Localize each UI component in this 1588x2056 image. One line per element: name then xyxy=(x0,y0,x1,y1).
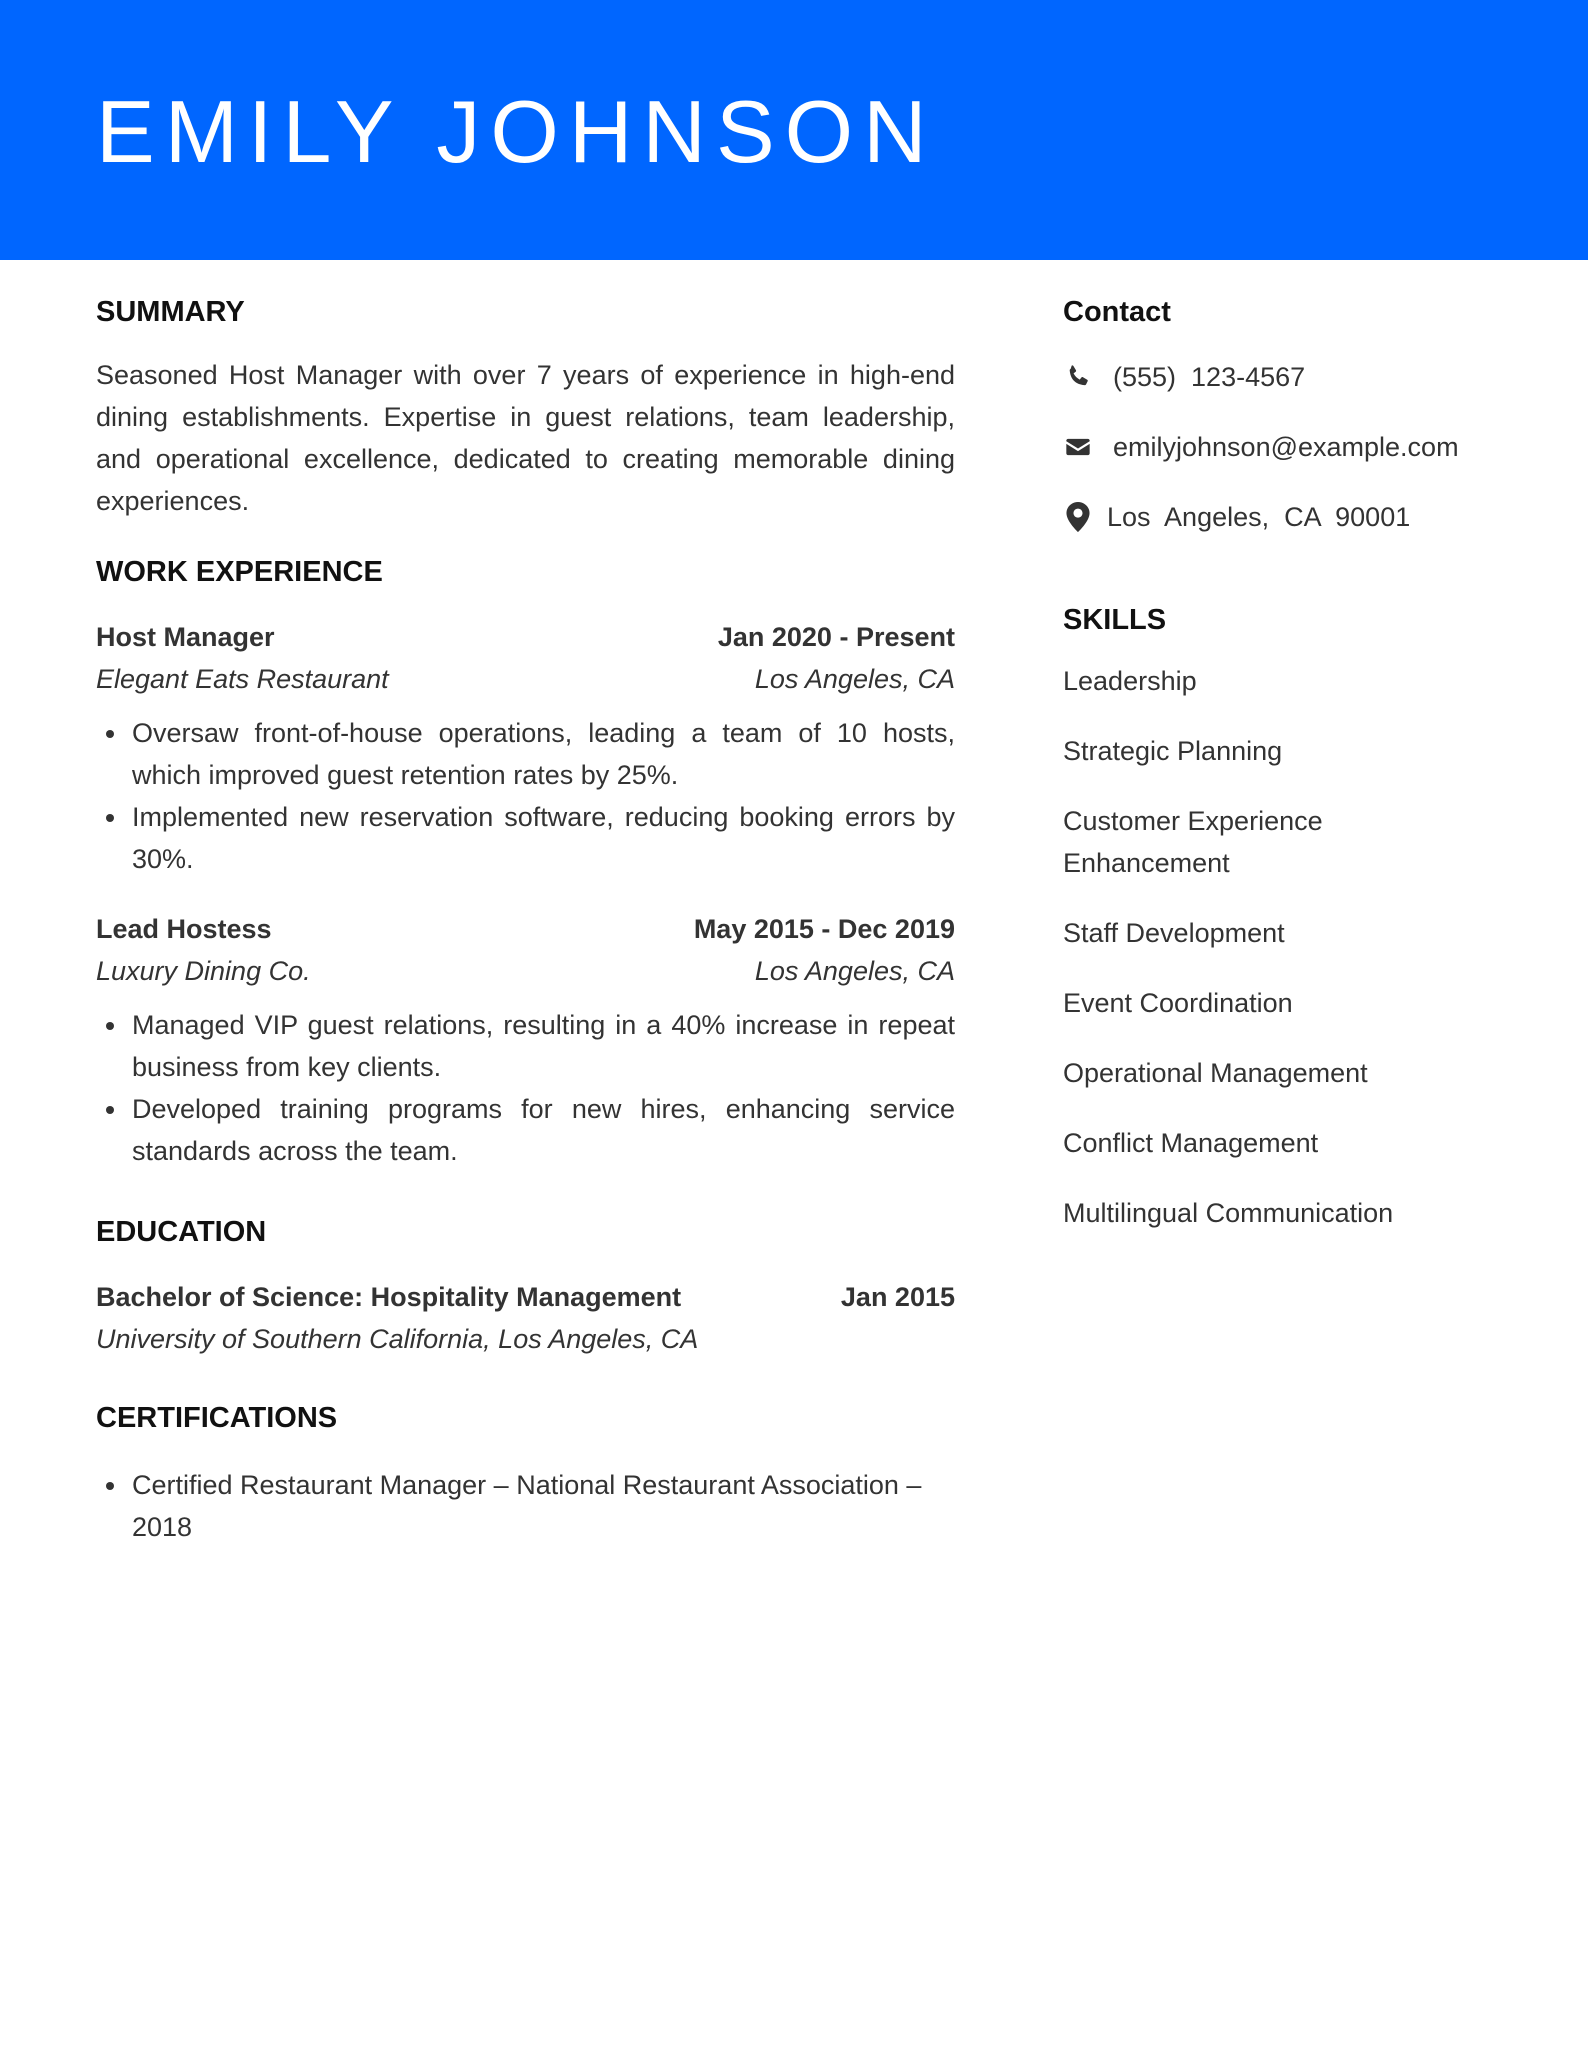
skills-heading: SKILLS xyxy=(1063,604,1167,636)
skill-item: Conflict Management xyxy=(1063,1128,1319,1158)
education-school: University of Southern California, Los Angeles, CA xyxy=(96,1324,699,1354)
skills-list xyxy=(1063,660,1523,1234)
contact-heading: Contact xyxy=(1063,296,1171,328)
work-experience-heading: WORK EXPERIENCE xyxy=(96,556,383,588)
job-title-row xyxy=(96,616,955,658)
job-company-row xyxy=(96,658,955,700)
skill-item: Event Coordination xyxy=(1063,988,1293,1018)
candidate-name: EMILY JOHNSON xyxy=(96,82,937,181)
job-company: Luxury Dining Co. xyxy=(96,956,311,986)
job-title-row xyxy=(96,908,955,950)
job-title: Host Manager xyxy=(96,622,275,652)
skill-item: Strategic Planning xyxy=(1063,736,1283,766)
skill-item: Customer Experience Enhancement xyxy=(1063,806,1323,878)
sidebar-column xyxy=(1063,292,1523,1262)
job-bullet: Implemented new reservation software, reducing booking errors by 30%. xyxy=(132,796,955,880)
job-title: Lead Hostess xyxy=(96,914,272,944)
summary-text: Seasoned Host Manager with over 7 years of experience in high-end dining establishments. Expertise in guest relations, team leadership, and operational excellence, dedicated to creating memorable dining experiences. xyxy=(96,360,955,516)
education-heading: EDUCATION xyxy=(96,1216,267,1248)
education-degree-row xyxy=(96,1276,955,1318)
education-entry xyxy=(96,1276,955,1360)
job-bullet: Oversaw front-of-house operations, leading a team of 10 hosts, which improved guest retention rates by 25%. xyxy=(132,712,955,796)
contact-location-text: Los Angeles, CA 90001 xyxy=(1107,501,1411,532)
map-marker-icon xyxy=(1063,502,1093,532)
job-company: Elegant Eats Restaurant xyxy=(96,664,389,694)
job-company-row xyxy=(96,950,955,992)
header-banner xyxy=(0,0,1588,260)
job-location: Los Angeles, CA xyxy=(754,664,955,694)
skill-item: Multilingual Communication xyxy=(1063,1198,1394,1228)
job-entry xyxy=(96,908,955,1172)
certification-item: Certified Restaurant Manager – National Restaurant Association – 2018 xyxy=(132,1464,955,1548)
job-bullets xyxy=(96,1004,955,1172)
job-entry xyxy=(96,616,955,880)
contact-location xyxy=(1063,496,1523,538)
education-school-row xyxy=(96,1318,955,1360)
job-dates: May 2015 - Dec 2019 xyxy=(693,914,955,944)
contact-email xyxy=(1063,426,1523,468)
skill-item: Operational Management xyxy=(1063,1058,1368,1088)
summary-heading: SUMMARY xyxy=(96,296,245,328)
skill-item: Leadership xyxy=(1063,666,1197,696)
education-degree: Bachelor of Science: Hospitality Management xyxy=(96,1282,682,1312)
education-date: Jan 2015 xyxy=(840,1282,955,1312)
envelope-icon xyxy=(1063,432,1093,462)
contact-phone-text: (555) 123-4567 xyxy=(1113,361,1306,392)
certifications-list xyxy=(96,1464,955,1548)
certifications-heading: CERTIFICATIONS xyxy=(96,1402,338,1434)
phone-icon xyxy=(1063,362,1093,392)
job-bullet: Managed VIP guest relations, resulting in a 40% increase in repeat business from key clients. xyxy=(132,1004,955,1088)
job-location: Los Angeles, CA xyxy=(754,956,955,986)
job-bullets xyxy=(96,712,955,880)
contact-phone xyxy=(1063,356,1523,398)
job-dates: Jan 2020 - Present xyxy=(717,622,955,652)
job-bullet: Developed training programs for new hires, enhancing service standards across the team. xyxy=(132,1088,955,1172)
contact-list xyxy=(1063,356,1523,538)
contact-email-text: emilyjohnson@example.com xyxy=(1113,431,1459,462)
main-column xyxy=(96,292,955,1548)
skill-item: Staff Development xyxy=(1063,918,1285,948)
